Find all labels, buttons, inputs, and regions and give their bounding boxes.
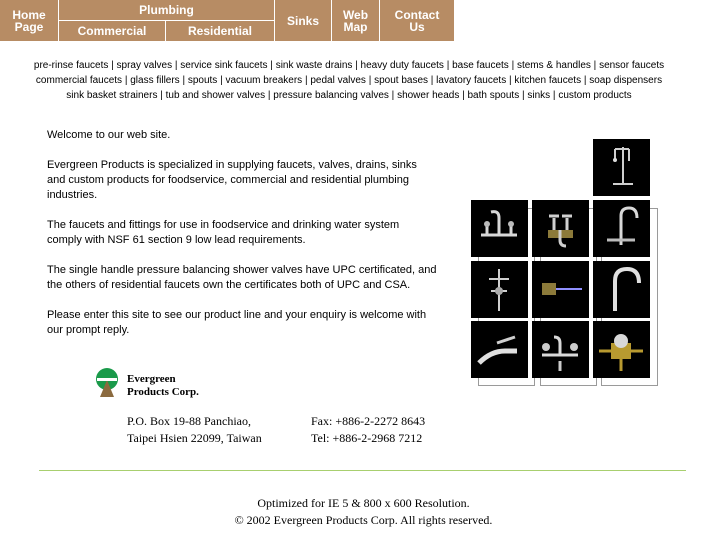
- nav-sinks[interactable]: Sinks: [275, 0, 331, 41]
- link-separator: |: [428, 75, 437, 86]
- link-separator: |: [506, 75, 515, 86]
- nav-residential[interactable]: Residential: [166, 21, 274, 41]
- product-thumb[interactable]: [593, 261, 650, 318]
- category-link[interactable]: custom products: [558, 90, 632, 101]
- gooseneck-faucet-icon: [593, 200, 650, 257]
- category-row: [0, 58, 698, 73]
- product-thumb[interactable]: [593, 200, 650, 257]
- shower-valve-icon: [593, 321, 650, 378]
- category-link[interactable]: sinks: [527, 90, 551, 101]
- company-name-line-1: Evergreen: [127, 373, 176, 385]
- pedal-valve-icon: [532, 261, 589, 318]
- link-separator: |: [267, 60, 276, 71]
- category-link[interactable]: pressure balancing valves: [273, 90, 389, 101]
- link-separator: |: [365, 75, 375, 86]
- address-line-2: Taipei Hsien 22099, Taiwan: [127, 431, 262, 445]
- address-line-1: P.O. Box 19-88 Panchiao,: [127, 414, 251, 428]
- nav-contact-us[interactable]: [380, 0, 454, 41]
- link-separator: |: [550, 90, 559, 101]
- enquiry-paragraph: Please enter this site to see our product line and your enquiry is welcome with our prompt reply.: [47, 309, 427, 336]
- category-link[interactable]: lavatory faucets: [436, 75, 507, 86]
- category-link[interactable]: pedal valves: [310, 75, 366, 86]
- link-separator: |: [459, 90, 468, 101]
- company-name-line-2: Products Corp.: [127, 386, 199, 398]
- link-separator: |: [508, 60, 517, 71]
- product-thumb[interactable]: [471, 261, 528, 318]
- service-sink-faucet-icon: [471, 261, 528, 318]
- link-separator: |: [302, 75, 311, 86]
- product-thumb[interactable]: [471, 321, 528, 378]
- link-separator: |: [265, 90, 274, 101]
- nav-webmap-label-1: Web: [342, 7, 369, 22]
- category-link[interactable]: spray valves: [116, 60, 173, 71]
- fax-number: Fax: +886-2-2272 8643: [311, 414, 426, 428]
- swivel-gooseneck-icon: [593, 261, 650, 318]
- link-separator: |: [172, 60, 181, 71]
- category-link[interactable]: spout bases: [374, 75, 429, 86]
- category-link[interactable]: vacuum breakers: [225, 75, 303, 86]
- nav-home-label-2: Page: [14, 19, 44, 34]
- footer-resolution-note: Optimized for IE 5 & 800 x 600 Resolution.: [257, 496, 470, 510]
- category-link[interactable]: commercial faucets: [35, 75, 123, 86]
- category-link[interactable]: sink basket strainers: [66, 90, 158, 101]
- link-separator: |: [388, 90, 398, 101]
- link-separator: |: [590, 60, 600, 71]
- product-thumb[interactable]: [471, 200, 528, 257]
- category-links: [0, 58, 698, 103]
- deck-mount-faucet-icon: [532, 200, 589, 257]
- link-separator: |: [519, 90, 528, 101]
- footer: [0, 495, 727, 529]
- single-handle-faucet-icon: [471, 321, 528, 378]
- category-link[interactable]: bath spouts: [467, 90, 520, 101]
- category-link[interactable]: spouts: [187, 75, 218, 86]
- category-link[interactable]: sink waste drains: [275, 60, 353, 71]
- nav-webmap-label-2: Map: [343, 19, 368, 34]
- about-paragraph: Evergreen Products is specialized in supplying faucets, valves, drains, sinks and custom products for foodservice, commercial and residential plumbing industries.: [47, 159, 417, 201]
- category-link[interactable]: tub and shower valves: [165, 90, 266, 101]
- category-link[interactable]: shower heads: [397, 90, 460, 101]
- product-thumb[interactable]: [532, 200, 589, 257]
- welcome-paragraph: Welcome to our web site.: [47, 129, 171, 141]
- footer-copyright: © 2002 Evergreen Products Corp. All rights reserved.: [234, 513, 493, 527]
- nav-contact-label-2: Us: [409, 19, 425, 34]
- link-separator: |: [179, 75, 188, 86]
- pre-rinse-unit-icon: [593, 139, 650, 196]
- company-name: [127, 373, 199, 399]
- nav-home-label-1: Home: [12, 7, 46, 22]
- category-link[interactable]: soap dispensers: [589, 75, 663, 86]
- product-thumb[interactable]: [532, 321, 589, 378]
- nav-home-page[interactable]: [0, 0, 58, 41]
- category-link[interactable]: service sink faucets: [180, 60, 268, 71]
- link-separator: |: [352, 60, 361, 71]
- link-separator: |: [108, 60, 117, 71]
- nav-web-map[interactable]: [332, 0, 379, 41]
- nav-commercial[interactable]: Commercial: [59, 21, 165, 41]
- postal-address: [127, 413, 262, 447]
- category-row: [0, 73, 698, 88]
- category-link[interactable]: pre-rinse faucets: [33, 60, 109, 71]
- contact-numbers: [311, 413, 425, 447]
- divider: [39, 470, 686, 471]
- nav-contact-label-1: Contact: [394, 7, 440, 22]
- product-thumb[interactable]: [532, 261, 589, 318]
- nsf-paragraph: The faucets and fittings for use in foodservice and drinking water system comply with NSF 61 section 9 low lead requirements.: [47, 219, 400, 246]
- product-thumb[interactable]: [593, 139, 650, 196]
- tel-number: Tel: +886-2-2968 7212: [311, 431, 423, 445]
- link-separator: |: [157, 90, 166, 101]
- category-link[interactable]: base faucets: [452, 60, 509, 71]
- wall-mount-faucet-icon: [471, 200, 528, 257]
- evergreen-tree-logo-icon: [94, 368, 120, 398]
- category-link[interactable]: kitchen faucets: [514, 75, 582, 86]
- category-link[interactable]: heavy duty faucets: [360, 60, 444, 71]
- category-row: [0, 88, 698, 103]
- lavatory-faucet-icon: [532, 321, 589, 378]
- link-separator: |: [581, 75, 590, 86]
- nav-plumbing[interactable]: Plumbing: [59, 0, 274, 20]
- category-link[interactable]: stems & handles: [516, 60, 591, 71]
- certification-paragraph: The single handle pressure balancing shower valves have UPC certificated, and the others of residential faucets own the certificates both of UPC and CSA.: [47, 264, 437, 291]
- category-link[interactable]: sensor faucets: [599, 60, 665, 71]
- link-separator: |: [217, 75, 226, 86]
- link-separator: |: [122, 75, 131, 86]
- intro-text: [47, 128, 437, 353]
- category-link[interactable]: glass fillers: [130, 75, 180, 86]
- product-thumb[interactable]: [593, 321, 650, 378]
- link-separator: |: [443, 60, 453, 71]
